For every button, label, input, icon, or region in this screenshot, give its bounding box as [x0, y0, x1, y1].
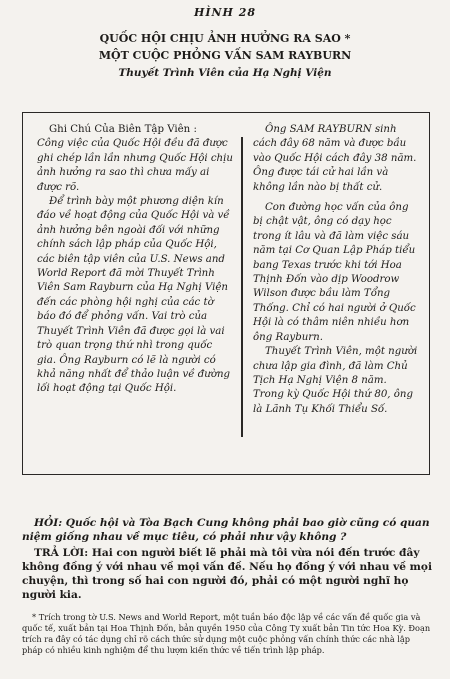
editor-note-column [37, 123, 233, 397]
article-subtitle-line: MỘT CUỘC PHỎNG VẤN SAM RAYBURN [98, 49, 352, 62]
rayburn-bio-column [253, 123, 419, 417]
editor-note-paragraph-2: Để trình bày một phương diện kín đáo về hoạt động của Quốc Hội và về ảnh hưởng bên ngoài đối với những chính sách lập pháp của Quốc Hội, các biên tập viên của U.S. News and World Report đã mời Thuyết Trình Viên Sam Rayburn của Hạ Nghị Viện đến các phòng hội nghị của các tờ báo đó để phỏng vấn. Vai trò của Thuyết Trình Viên đã được gọi là vai trò quan trọng thứ nhì trong quốc gia. Ông Rayburn có lẽ là người có khả năng nhất để thảo luận về đường lối hoạt động tại Quốc Hội. [37, 196, 231, 395]
interview-question: HỎI: Quốc hội và Tòa Bạch Cung không phải bao giờ cũng có quan niệm giống nhau về mục tiêu, có phải như vậy không ? [22, 517, 430, 543]
intro-box [22, 112, 430, 475]
bio-paragraph-1: Ông SAM RAYBURN sinh cách đây 68 năm và được bầu vào Quốc Hội cách đây 38 năm. Ông được tái cử hai lần và không lần nào bị thất cử. [253, 124, 417, 193]
interview-answer: TRẢ LỜI: Hai con người biết lẽ phải mà tôi vừa nói đến trước đây không đồng ý với nhau về mọi vấn đề. Nếu họ đồng ý với nhau về mọi chuyện, thì trong số hai con người đó, phải có một người nghĩ họ người kia. [22, 547, 432, 601]
bio-paragraph-2: Con đường học vấn của ông bị chật vật, ông có dạy học trong ít lâu và đã làm việc sáu năm tại Cơ Quan Lập Pháp tiểu bang Texas trước khi tới Hoa Thịnh Đốn vào dịp Woodrow Wilson được bầu làm Tổng Thống. Chỉ có hai người ở Quốc Hội là có thâm niên nhiều hơn ông Rayburn. [253, 202, 416, 343]
footnote [22, 612, 432, 656]
column-divider [241, 137, 243, 437]
figure-label: HÌNH 28 [193, 6, 257, 19]
editor-note-heading: Ghi Chú Của Biên Tập Viên : [49, 124, 197, 135]
byline: Thuyết Trình Viên của Hạ Nghị Viện [118, 67, 332, 79]
article-title: QUỐC HỘI CHỊU ẢNH HƯỞNG RA SAO * [99, 32, 351, 45]
editor-note-paragraph-1: Công việc của Quốc Hội đều đã được ghi chép lần lần nhưng Quốc Hội chịu ảnh hưởng ra sao thì chưa mấy ai được rõ. [37, 138, 233, 193]
footnote-text: * Trích trong tờ U.S. News and World Report, một tuần báo độc lập về các vấn đề quốc gia và quốc tế, xuất bản tại Hoa Thịnh Đốn, bản quyền 1950 của Công Ty xuất bản Tin tức Hoa Kỳ. Đoạn trích ra đây có tác dụng chỉ rõ cách thức sử dụng một cuộc phỏng vấn chính thức các nhà lập pháp có nhiều kinh nghiệm để thu lượm kiến thức về tiến trình lập pháp. [22, 612, 431, 655]
bio-paragraph-3: Thuyết Trình Viên, một người chưa lập gia đình, đã làm Chủ Tịch Hạ Nghị Viện 8 năm. Trong kỳ Quốc Hội thứ 80, ông là Lãnh Tụ Khối Thiểu Số. [253, 346, 418, 415]
